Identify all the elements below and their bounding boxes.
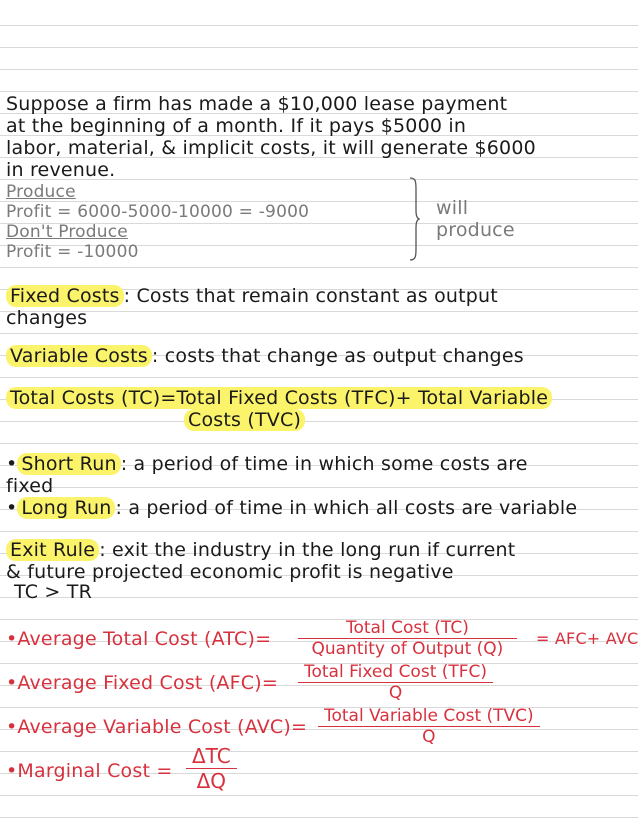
exit-rule-condition: TC > TR	[14, 581, 92, 603]
intro-line-1: Suppose a firm has made a $10,000 lease payment	[6, 93, 508, 115]
marginal-cost-label: •Marginal Cost =	[6, 760, 173, 782]
intro-line-4: in revenue.	[6, 159, 116, 181]
dont-produce-label: Don't Produce	[6, 222, 128, 242]
fixed-costs-definition: : Costs that remain constant as output	[123, 285, 498, 307]
afc-fraction	[298, 662, 493, 703]
total-costs-line-2	[184, 409, 305, 431]
curly-brace-icon	[408, 176, 420, 262]
fixed-costs-line-1	[6, 285, 498, 307]
short-run-line-2: fixed	[6, 475, 54, 497]
atc-numerator: Total Cost (TC)	[298, 618, 517, 639]
avc-fraction	[318, 706, 540, 747]
fixed-costs-line-2: changes	[6, 307, 88, 329]
total-costs-line-1	[6, 387, 552, 409]
variable-costs-term: Variable Costs	[6, 345, 152, 367]
long-run-definition: : a period of time in which all costs are variable	[115, 497, 578, 519]
total-costs-formula-cont: Costs (TVC)	[184, 409, 305, 431]
produce-label: Produce	[6, 182, 76, 202]
avc-label: •Average Variable Cost (AVC)=	[6, 716, 308, 738]
marginal-cost-numerator: ΔTC	[186, 744, 237, 769]
variable-costs-definition: : costs that change as output changes	[151, 345, 524, 367]
short-run-line-1	[6, 453, 528, 475]
short-run-bullet: •	[6, 453, 18, 475]
long-run-bullet: •	[6, 497, 18, 519]
exit-rule-line-1	[6, 539, 515, 561]
afc-label: •Average Fixed Cost (AFC)=	[6, 672, 278, 694]
intro-line-2: at the beginning of a month. If it pays $5000 in	[6, 115, 467, 137]
atc-equivalence: = AFC+ AVC	[536, 629, 638, 648]
atc-label: •Average Total Cost (ATC)=	[6, 628, 272, 650]
long-run-term: Long Run	[17, 497, 115, 519]
profit-dont-produce: Profit = -10000	[6, 242, 139, 262]
total-costs-formula: Total Costs (TC)=Total Fixed Costs (TFC)+ Total Variable	[6, 387, 552, 409]
fixed-costs-term: Fixed Costs	[6, 285, 124, 307]
long-run-line	[6, 497, 577, 519]
exit-rule-line-2: & future projected economic profit is negative	[6, 561, 454, 583]
intro-line-3: labor, material, & implicit costs, it will generate $6000	[6, 137, 536, 159]
avc-denominator: Q	[422, 727, 436, 747]
profit-produce: Profit = 6000-5000-10000 = -9000	[6, 202, 310, 222]
avc-numerator: Total Variable Cost (TVC)	[318, 706, 540, 727]
marginal-cost-fraction	[186, 744, 237, 793]
exit-rule-definition: : exit the industry in the long run if current	[99, 539, 516, 561]
conclusion-line-1: will	[436, 197, 469, 219]
variable-costs-line	[6, 345, 524, 367]
exit-rule-term: Exit Rule	[6, 539, 99, 561]
atc-fraction	[298, 618, 517, 659]
short-run-term: Short Run	[17, 453, 120, 475]
marginal-cost-denominator: ΔQ	[196, 769, 227, 793]
short-run-definition: : a period of time in which some costs are	[120, 453, 528, 475]
conclusion-line-2: produce	[436, 219, 515, 241]
afc-numerator: Total Fixed Cost (TFC)	[298, 662, 493, 683]
atc-denominator: Quantity of Output (Q)	[311, 639, 504, 659]
afc-denominator: Q	[388, 683, 403, 703]
